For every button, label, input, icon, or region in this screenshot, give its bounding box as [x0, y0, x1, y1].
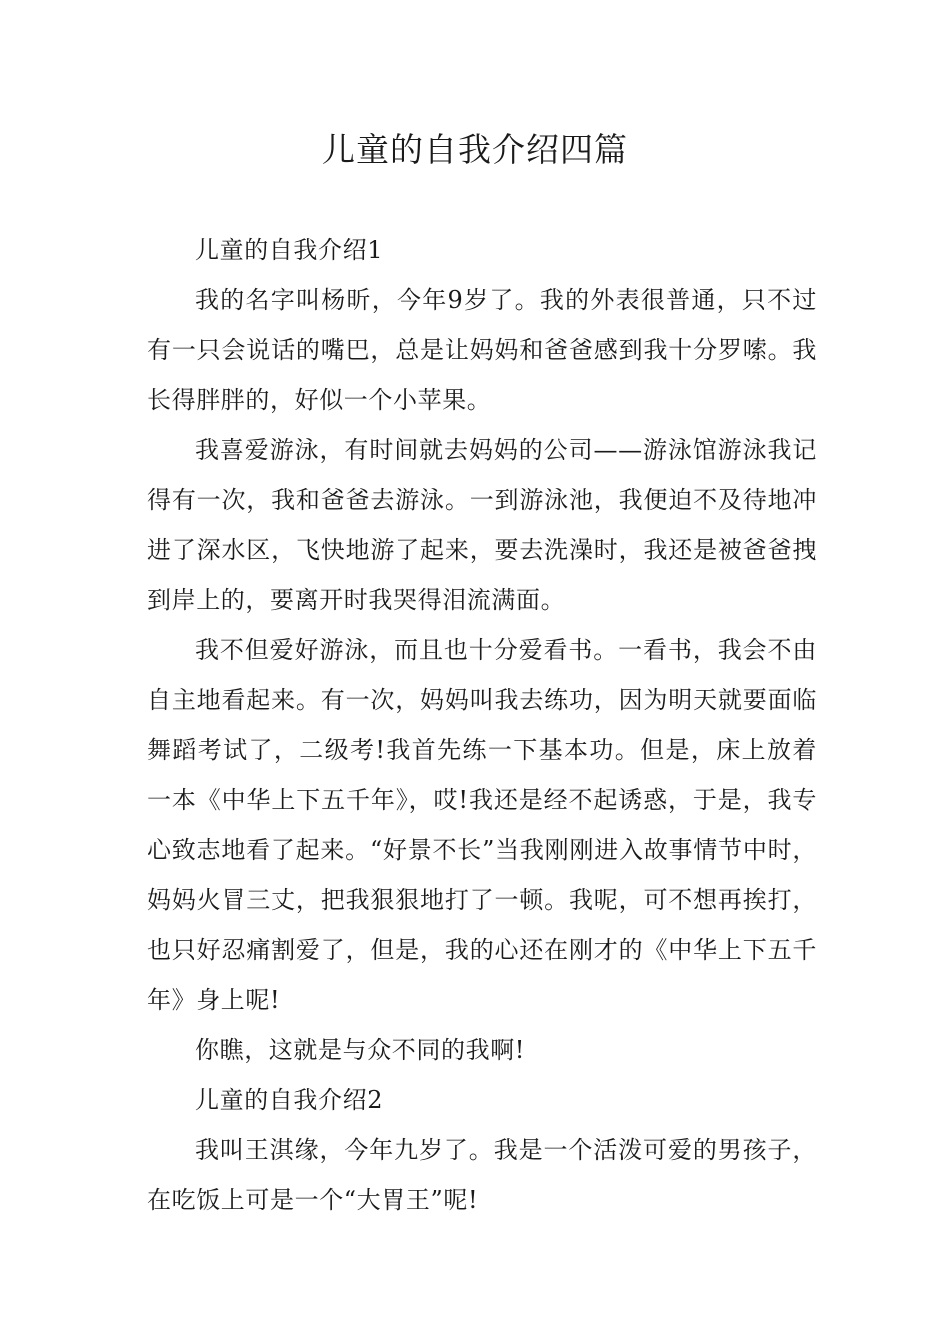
document-body	[147, 225, 817, 1225]
paragraph: 我叫王淇缘，今年九岁了。我是一个活泼可爱的男孩子，在吃饭上可是一个“大胃王”呢!	[147, 1136, 817, 1214]
paragraph: 我喜爱游泳，有时间就去妈妈的公司——游泳馆游泳我记得有一次，我和爸爸去游泳。一到游泳池，我便迫不及待地冲进了深水区，飞快地游了起来，要去洗澡时，我还是被爸爸拽到岸上的，要离开时我哭得泪流满面。	[147, 436, 817, 614]
section-heading-2: 儿童的自我介绍2	[195, 1086, 384, 1114]
section-heading-1: 儿童的自我介绍1	[195, 236, 384, 264]
paragraph: 你瞧，这就是与众不同的我啊!	[195, 1036, 526, 1064]
document-title: 儿童的自我介绍四篇	[322, 130, 628, 169]
paragraph: 我不但爱好游泳，而且也十分爱看书。一看书，我会不由自主地看起来。有一次，妈妈叫我去练功，因为明天就要面临舞蹈考试了，二级考!我首先练一下基本功。但是，床上放着一本《中华上下五千年》，哎!我还是经不起诱惑，于是，我专心致志地看了起来。“好景不长”当我刚刚进入故事情节中时，妈妈火冒三丈，把我狠狠地打了一顿。我呢，可不想再挨打，也只好忍痛割爱了，但是，我的心还在刚才的《中华上下五千年》身上呢!	[147, 636, 817, 1014]
paragraph: 我的名字叫杨昕，今年9岁了。我的外表很普通，只不过有一只会说话的嘴巴，总是让妈妈和爸爸感到我十分罗嗦。我长得胖胖的，好似一个小苹果。	[147, 286, 817, 414]
